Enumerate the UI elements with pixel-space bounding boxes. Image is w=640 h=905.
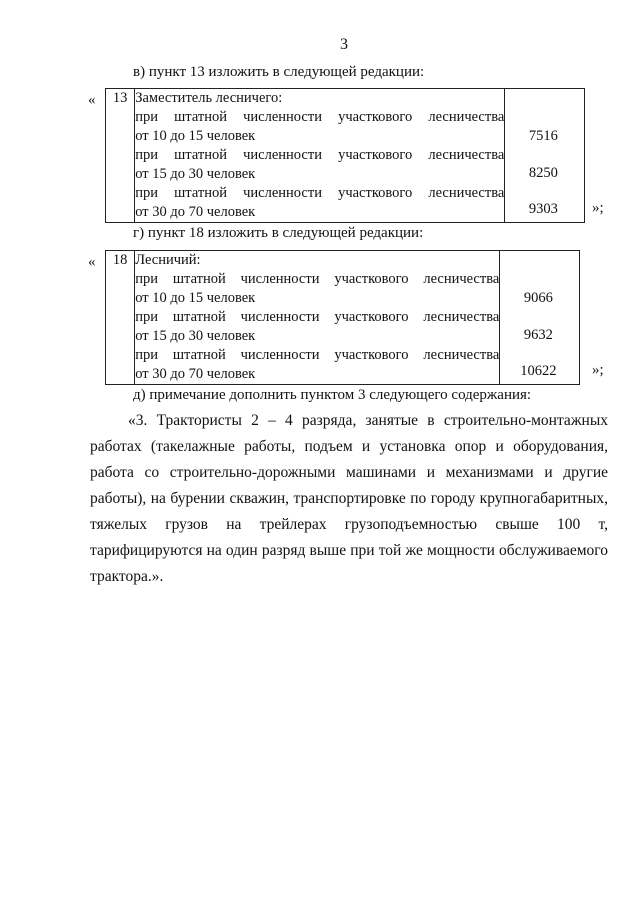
w: при bbox=[135, 271, 159, 287]
number-13-text: 13 bbox=[112, 90, 128, 106]
w: штатной bbox=[174, 147, 227, 163]
w: численности bbox=[243, 185, 322, 201]
value-18-2: 9632 bbox=[523, 327, 553, 343]
note-paragraph-text: «3. Трактористы 2 – 4 разряда, занятые в строительно-монтажных работах (такелажные работы, подъем и установка опор и оборудования, работа со строительно-дорожными машинами и механизмами и другие работы), на бурении скважин, транспортировке по городу крупногабаритных, тяжелых грузов на трейлерах грузоподъемностью свыше 100 т, тарифицируются на один разряд выше при той же мощности обслуживаемого трактора.». bbox=[90, 412, 608, 585]
w: лесничества bbox=[428, 109, 505, 125]
row-18-1-line2: от 10 до 15 человек bbox=[135, 290, 256, 306]
w: штатной bbox=[174, 185, 227, 201]
value-13-1: 7516 bbox=[528, 128, 558, 144]
w: лесничества bbox=[423, 347, 500, 363]
row-13-1-line1 bbox=[135, 108, 504, 127]
table-number-18 bbox=[106, 251, 135, 385]
row-18-3-line1 bbox=[135, 346, 499, 365]
w: лесничества bbox=[428, 185, 505, 201]
row-13-2-line2: от 15 до 30 человек bbox=[135, 166, 256, 182]
w: участкового bbox=[338, 185, 413, 201]
table-item-18 bbox=[105, 250, 580, 385]
w: лесничества bbox=[423, 271, 500, 287]
value-13-3: 9303 bbox=[528, 201, 558, 217]
row-18-2-line1 bbox=[135, 308, 499, 327]
w: штатной bbox=[172, 347, 226, 363]
w: при bbox=[135, 147, 159, 163]
row-13-3-line2: от 30 до 70 человек bbox=[135, 204, 256, 220]
w: при bbox=[135, 347, 159, 363]
w: участкового bbox=[338, 109, 413, 125]
w: численности bbox=[240, 271, 320, 287]
table-desc-13 bbox=[135, 89, 505, 223]
w: участкового bbox=[338, 147, 413, 163]
w: при bbox=[135, 185, 159, 201]
close-quote-13: »; bbox=[592, 200, 604, 216]
table-title-13: Заместитель лесничего: bbox=[135, 90, 283, 106]
number-18-text: 18 bbox=[112, 252, 128, 268]
w: лесничества bbox=[423, 309, 500, 325]
w: штатной bbox=[172, 309, 226, 325]
open-quote-18: « bbox=[88, 254, 96, 270]
w: штатной bbox=[174, 109, 227, 125]
w: при bbox=[135, 309, 159, 325]
open-quote-13: « bbox=[88, 92, 96, 108]
table-number-13 bbox=[106, 89, 135, 223]
row-13-1-line2: от 10 до 15 человек bbox=[135, 128, 256, 144]
value-18-3: 10622 bbox=[520, 363, 557, 379]
w: численности bbox=[240, 309, 320, 325]
row-13-3-line1 bbox=[135, 184, 504, 203]
close-quote-18: »; bbox=[592, 362, 604, 378]
row-18-1-line1 bbox=[135, 270, 499, 289]
table-desc-18 bbox=[135, 251, 500, 385]
intro-item-b: в) пункт 13 изложить в следующей редакции: bbox=[133, 64, 425, 80]
value-13-2: 8250 bbox=[528, 165, 558, 181]
page-number: 3 bbox=[340, 36, 348, 53]
row-13-2-line1 bbox=[135, 146, 504, 165]
row-18-3-line2: от 30 до 70 человек bbox=[135, 366, 256, 382]
w: участкового bbox=[334, 271, 409, 287]
intro-item-g: г) пункт 18 изложить в следующей редакции: bbox=[133, 225, 424, 241]
w: при bbox=[135, 109, 159, 125]
value-18-1: 9066 bbox=[523, 290, 553, 306]
w: участкового bbox=[334, 309, 409, 325]
w: лесничества bbox=[428, 147, 505, 163]
w: численности bbox=[243, 109, 322, 125]
table-values-18 bbox=[500, 251, 580, 385]
note-paragraph bbox=[90, 408, 608, 590]
row-18-2-line2: от 15 до 30 человек bbox=[135, 328, 256, 344]
w: участкового bbox=[334, 347, 409, 363]
table-item-13 bbox=[105, 88, 585, 223]
w: штатной bbox=[172, 271, 226, 287]
table-title-18: Лесничий: bbox=[135, 252, 201, 268]
table-values-13 bbox=[505, 89, 585, 223]
intro-item-d: д) примечание дополнить пунктом 3 следующего содержания: bbox=[133, 387, 532, 403]
w: численности bbox=[243, 147, 322, 163]
w: численности bbox=[240, 347, 320, 363]
